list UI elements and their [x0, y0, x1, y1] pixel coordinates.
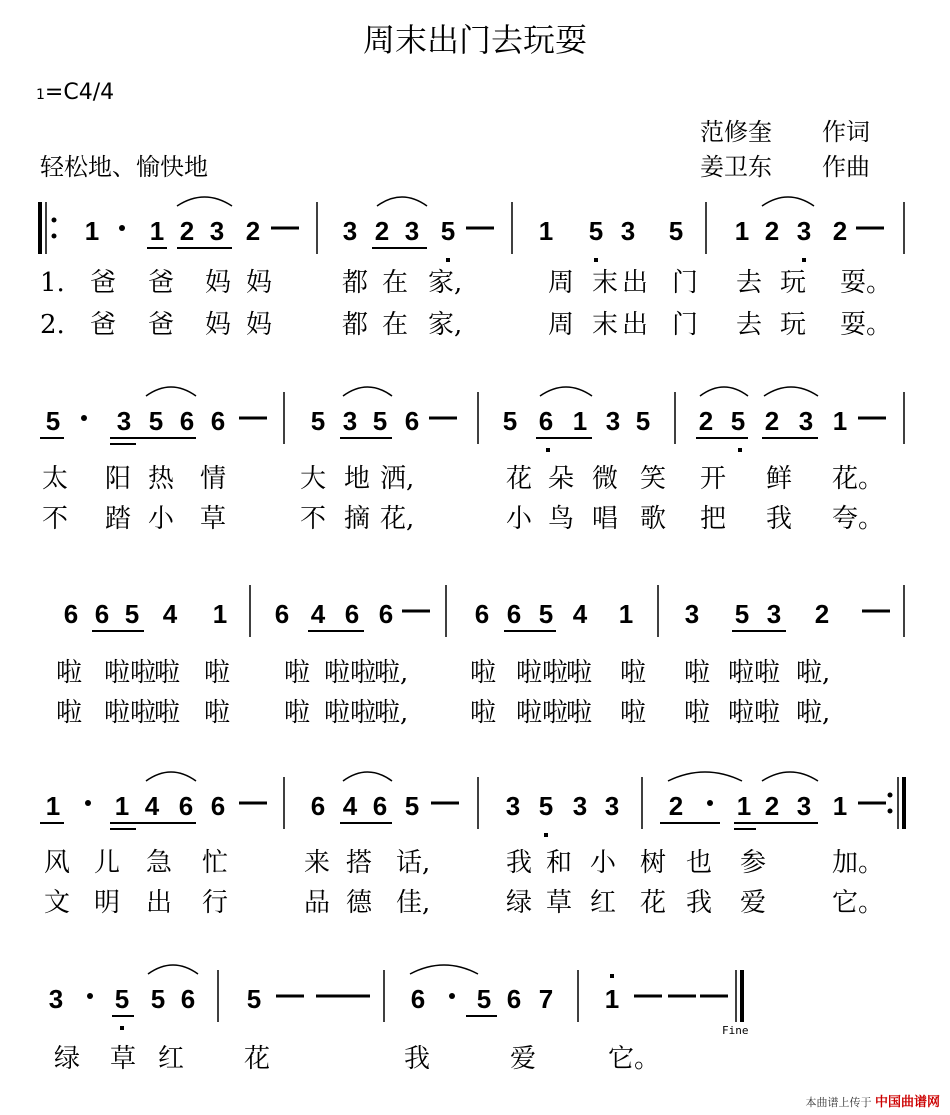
lyric-syllable: 来 [304, 848, 331, 878]
jianpu-note: 4 [572, 599, 588, 629]
jianpu-note: 6 [538, 406, 554, 436]
jianpu-note: 5 [502, 406, 518, 436]
lyric-syllable: 开 [700, 464, 727, 494]
lyric-syllable: 摘 [344, 504, 371, 534]
jianpu-note: 5 [538, 599, 554, 629]
lyric-syllable: 太 [42, 464, 69, 494]
lyric-syllable: 爸 [148, 310, 175, 340]
watermark-text: 本曲谱上传于 [805, 1096, 872, 1109]
composer-name: 姜卫东 [700, 153, 772, 181]
octave-dot-below [546, 448, 550, 452]
jianpu-note: 2 [764, 406, 780, 436]
lyric-syllable: 爸 [148, 268, 175, 298]
jianpu-note: 1 [604, 984, 620, 1014]
repeat-dot [52, 234, 57, 239]
jianpu-note: 5 [124, 599, 140, 629]
augmentation-dot [449, 993, 455, 999]
jianpu-note: 1 [832, 791, 848, 821]
lyric-syllable: 参 [740, 848, 767, 878]
jianpu-note: 2 [374, 216, 390, 246]
augmentation-dot [87, 993, 93, 999]
jianpu-note: 5 [150, 984, 166, 1014]
jianpu-note: 2 [179, 216, 195, 246]
lyric-syllable: 草 [110, 1044, 137, 1074]
jianpu-note: 3 [766, 599, 782, 629]
jianpu-note: 3 [796, 791, 812, 821]
lyric-syllable: 啦啦 [516, 698, 569, 728]
jianpu-note: 3 [342, 216, 358, 246]
lyric-syllable: 啦 [154, 698, 181, 728]
lyric-syllable: 德 [346, 888, 373, 918]
jianpu-note: 6 [506, 984, 522, 1014]
jianpu-note: 4 [310, 599, 326, 629]
lyric-syllable: 啦啦 [104, 658, 157, 688]
jianpu-note: 5 [734, 599, 750, 629]
jianpu-note: 6 [210, 791, 226, 821]
jianpu-note: 6 [506, 599, 522, 629]
lyric-syllable: 我 [766, 504, 793, 534]
lyric-syllable: 啦啦 [104, 698, 157, 728]
jianpu-note: 3 [342, 406, 358, 436]
lyric-syllable: 周 [548, 268, 575, 298]
lyric-syllable: 出 [622, 310, 649, 340]
lyric-syllable: 啦 [566, 698, 593, 728]
lyric-syllable: 花, [380, 504, 415, 534]
lyric-syllable: 花 [640, 888, 667, 918]
jianpu-note: 1 [538, 216, 554, 246]
lyric-syllable: 急 [146, 848, 173, 878]
jianpu-note: 3 [404, 216, 420, 246]
jianpu-note: 5 [114, 984, 130, 1014]
lyric-syllable: 啦 [56, 658, 83, 688]
lyric-syllable: 末 [592, 268, 619, 298]
jianpu-note: 6 [410, 984, 426, 1014]
repeat-dot [888, 793, 893, 798]
jianpu-note: 6 [404, 406, 420, 436]
lyric-syllable: 啦, [374, 698, 409, 728]
jianpu-note: 1 [832, 406, 848, 436]
jianpu-note: 1 [149, 216, 165, 246]
lyric-syllable: 耍。 [840, 268, 893, 298]
lyric-syllable: 笑 [640, 464, 667, 494]
lyric-syllable: 爸 [90, 310, 117, 340]
jianpu-note: 6 [179, 406, 195, 436]
lyric-syllable: 啦 [284, 658, 311, 688]
lyric-syllable: 小 [148, 504, 175, 534]
lyric-syllable: 绿 [54, 1044, 81, 1074]
slur [700, 387, 748, 396]
jianpu-note: 1 [45, 791, 61, 821]
lyric-syllable: 妈 [246, 268, 273, 298]
lyric-syllable: 我 [686, 888, 713, 918]
lyric-syllable: 啦, [796, 658, 831, 688]
jianpu-note: 3 [796, 216, 812, 246]
lyric-syllable: 1. [40, 268, 65, 298]
lyric-syllable: 门 [672, 268, 699, 298]
lyric-syllable: 啦 [620, 658, 647, 688]
fine-marking: Fine [722, 1024, 749, 1037]
jianpu-note: 6 [178, 791, 194, 821]
lyric-syllable: 花 [506, 464, 533, 494]
lyric-syllable: 去 [736, 310, 763, 340]
lyric-syllable: 爱 [510, 1044, 537, 1074]
lyric-syllable: 花。 [832, 464, 885, 494]
lyric-syllable: 啦, [374, 658, 409, 688]
lyric-syllable: 情 [200, 464, 227, 494]
jianpu-note: 1 [734, 216, 750, 246]
lyric-syllable: 文 [44, 888, 71, 918]
lyric-syllable: 啦 [56, 698, 83, 728]
lyric-syllable: 都 [342, 310, 369, 340]
augmentation-dot [707, 800, 713, 806]
lyric-syllable: 门 [672, 310, 699, 340]
octave-dot-below [120, 1026, 124, 1030]
jianpu-note: 3 [604, 791, 620, 821]
jianpu-note: 6 [210, 406, 226, 436]
lyric-syllable: 红 [158, 1044, 185, 1074]
jianpu-note: 3 [798, 406, 814, 436]
lyric-syllable: 行 [202, 888, 229, 918]
lyric-syllable: 草 [200, 504, 227, 534]
lyric-syllable: 我 [506, 848, 533, 878]
watermark-site: 中国曲谱网 [874, 1095, 940, 1110]
augmentation-dot [81, 415, 87, 421]
jianpu-note: 6 [378, 599, 394, 629]
lyric-syllable: 啦啦 [516, 658, 569, 688]
lyric-syllable: 也 [686, 848, 713, 878]
lyric-syllable: 话, [396, 848, 431, 878]
slur [343, 387, 392, 396]
jianpu-note: 2 [814, 599, 830, 629]
lyric-syllable: 啦 [684, 698, 711, 728]
slur [668, 772, 742, 781]
octave-dot-below [446, 258, 450, 262]
lyric-syllable: 风 [44, 848, 71, 878]
repeat-dot [52, 218, 57, 223]
jianpu-note: 3 [116, 406, 132, 436]
jianpu-note: 3 [605, 406, 621, 436]
jianpu-note: 5 [404, 791, 420, 821]
lyric-syllable: 在 [382, 310, 409, 340]
jianpu-note: 5 [635, 406, 651, 436]
lyric-syllable: 树 [640, 848, 667, 878]
jianpu-note: 3 [620, 216, 636, 246]
lyric-syllable: 歌 [640, 504, 667, 534]
slur [762, 197, 814, 206]
lyric-syllable: 花 [244, 1044, 271, 1074]
lyric-syllable: 出 [146, 888, 173, 918]
jianpu-note: 4 [144, 791, 160, 821]
jianpu-note: 5 [310, 406, 326, 436]
jianpu-note: 1 [84, 216, 100, 246]
key-prefix: 1 [36, 87, 45, 103]
lyric-syllable: 不 [42, 504, 69, 534]
lyric-syllable: 家, [428, 268, 463, 298]
octave-dot-below [594, 258, 598, 262]
jianpu-note: 5 [372, 406, 388, 436]
lyric-syllable: 啦, [796, 698, 831, 728]
lyric-syllable: 和 [546, 848, 573, 878]
jianpu-note: 4 [342, 791, 358, 821]
jianpu-note: 6 [344, 599, 360, 629]
lyricist-name: 范修奎 [700, 118, 772, 146]
slur [146, 772, 196, 781]
lyric-syllable: 搭 [346, 848, 373, 878]
lyric-syllable: 啦 [684, 658, 711, 688]
lyric-syllable: 小 [590, 848, 617, 878]
slur [177, 197, 232, 206]
slur [764, 387, 818, 396]
lyric-syllable: 红 [590, 888, 617, 918]
lyric-syllable: 不 [300, 504, 327, 534]
jianpu-note: 6 [180, 984, 196, 1014]
lyric-syllable: 出 [622, 268, 649, 298]
composer-role: 作曲 [822, 153, 870, 181]
jianpu-note: 5 [730, 406, 746, 436]
lyric-syllable: 爸 [90, 268, 117, 298]
lyric-syllable: 加。 [832, 848, 885, 878]
lyric-syllable: 都 [342, 268, 369, 298]
jianpu-note: 1 [212, 599, 228, 629]
lyric-syllable: 啦 [154, 658, 181, 688]
octave-dot-below [544, 833, 548, 837]
octave-dot-above [610, 974, 614, 978]
lyric-syllable: 2. [40, 310, 65, 340]
jianpu-note: 2 [245, 216, 261, 246]
jianpu-note: 2 [764, 216, 780, 246]
tempo-marking: 轻松地、愉快地 [40, 153, 208, 181]
slur [146, 387, 196, 396]
augmentation-dot [119, 225, 125, 231]
jianpu-note: 1 [572, 406, 588, 436]
lyric-syllable: 啦 [566, 658, 593, 688]
lyric-syllable: 玩 [780, 268, 807, 298]
lyric-syllable: 小 [506, 504, 533, 534]
lyric-syllable: 草 [546, 888, 573, 918]
lyric-syllable: 绿 [506, 888, 533, 918]
jianpu-note: 1 [114, 791, 130, 821]
lyric-syllable: 玩 [780, 310, 807, 340]
jianpu-note: 7 [538, 984, 554, 1014]
lyricist-role: 作词 [822, 118, 870, 146]
slur [540, 387, 592, 396]
lyric-syllable: 鸟 [548, 504, 575, 534]
jianpu-note: 6 [310, 791, 326, 821]
lyric-syllable: 忙 [202, 848, 229, 878]
jianpu-note: 5 [45, 406, 61, 436]
jianpu-note: 6 [474, 599, 490, 629]
jianpu-note: 6 [372, 791, 388, 821]
jianpu-note: 2 [698, 406, 714, 436]
jianpu-note: 5 [588, 216, 604, 246]
lyric-syllable: 微 [592, 464, 619, 494]
octave-dot-below [802, 258, 806, 262]
lyric-syllable: 啦啦 [728, 658, 781, 688]
lyric-syllable: 唱 [592, 504, 619, 534]
jianpu-note: 6 [274, 599, 290, 629]
jianpu-note: 2 [668, 791, 684, 821]
jianpu-note: 5 [440, 216, 456, 246]
jianpu-note: 3 [209, 216, 225, 246]
jianpu-note: 3 [48, 984, 64, 1014]
jianpu-note: 2 [764, 791, 780, 821]
lyric-syllable: 啦啦 [324, 698, 377, 728]
lyric-syllable: 佳, [396, 888, 431, 918]
lyric-syllable: 啦 [204, 658, 231, 688]
slur [762, 772, 818, 781]
song-title: 周末出门去玩耍 [362, 21, 587, 59]
slur [148, 965, 198, 974]
lyric-syllable: 啦 [284, 698, 311, 728]
lyric-syllable: 热 [148, 464, 175, 494]
jianpu-note: 1 [736, 791, 752, 821]
lyric-syllable: 它。 [832, 888, 885, 918]
lyric-syllable: 明 [94, 888, 121, 918]
lyric-syllable: 耍。 [840, 310, 893, 340]
jianpu-note: 3 [572, 791, 588, 821]
lyric-syllable: 爱 [740, 888, 767, 918]
lyric-syllable: 周 [548, 310, 575, 340]
watermark [805, 1096, 940, 1109]
jianpu-note: 6 [94, 599, 110, 629]
lyric-syllable: 妈 [205, 268, 232, 298]
lyric-syllable: 儿 [94, 848, 121, 878]
lyric-syllable: 末 [592, 310, 619, 340]
key-rest: =C4/4 [44, 80, 115, 105]
lyric-syllable: 去 [736, 268, 763, 298]
lyric-syllable: 啦 [204, 698, 231, 728]
octave-dot-below [738, 448, 742, 452]
jianpu-note: 5 [246, 984, 262, 1014]
lyric-syllable: 妈 [205, 310, 232, 340]
lyric-syllable: 啦 [620, 698, 647, 728]
augmentation-dot [85, 800, 91, 806]
lyric-syllable: 洒, [380, 464, 415, 494]
lyric-syllable: 家, [428, 310, 463, 340]
jianpu-note: 5 [668, 216, 684, 246]
jianpu-note: 1 [618, 599, 634, 629]
lyric-syllable: 朵 [548, 464, 575, 494]
lyric-syllable: 在 [382, 268, 409, 298]
jianpu-note: 4 [162, 599, 178, 629]
slur [377, 197, 427, 206]
lyric-syllable: 它。 [608, 1044, 661, 1074]
lyric-syllable: 啦啦 [728, 698, 781, 728]
lyric-syllable: 品 [304, 888, 331, 918]
lyric-syllable: 大 [300, 464, 327, 494]
jianpu-note: 3 [505, 791, 521, 821]
jianpu-note: 3 [684, 599, 700, 629]
jianpu-note: 5 [538, 791, 554, 821]
slur [343, 772, 392, 781]
lyric-syllable: 把 [700, 504, 727, 534]
lyric-syllable: 夸。 [832, 504, 885, 534]
lyric-syllable: 地 [344, 464, 371, 494]
lyric-syllable: 妈 [246, 310, 273, 340]
lyric-syllable: 鲜 [766, 464, 793, 494]
lyric-syllable: 阳 [105, 464, 132, 494]
jianpu-note: 5 [476, 984, 492, 1014]
lyric-syllable: 啦 [470, 658, 497, 688]
jianpu-note: 5 [148, 406, 164, 436]
jianpu-note: 6 [63, 599, 79, 629]
lyric-syllable: 踏 [105, 504, 132, 534]
lyric-syllable: 啦 [470, 698, 497, 728]
lyric-syllable: 我 [404, 1044, 431, 1074]
jianpu-note: 2 [832, 216, 848, 246]
repeat-dot [888, 809, 893, 814]
lyric-syllable: 啦啦 [324, 658, 377, 688]
slur [410, 965, 478, 974]
